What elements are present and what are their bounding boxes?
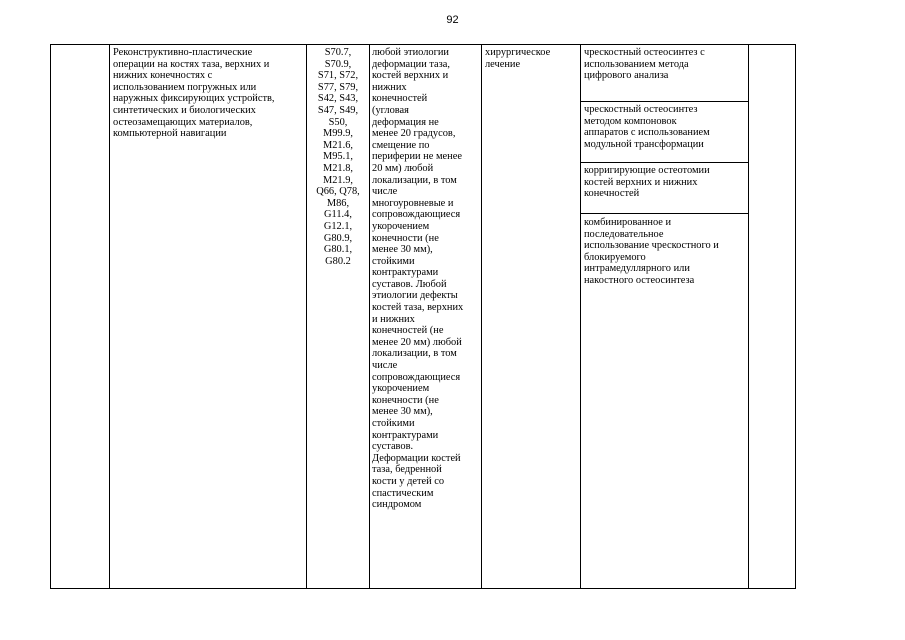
method-1: чрескостный остеосинтез с использованием метода цифрового анализа — [584, 47, 705, 82]
icd-codes: S70.7, S70.9, S71, S72, S77, S79, S42, S43, S47, S49, S50, M99.9, M21.6, M95.1, M21.8, M21.9, Q66, Q78, M86, G11.4, G12.1, G80.9, G80.1, G80.2 — [316, 47, 360, 267]
method-3: корригирующие остеотомии костей верхних и нижних конечностей — [584, 165, 710, 200]
column-divider — [748, 45, 749, 588]
column-divider — [481, 45, 482, 588]
operation-description: Реконструктивно-пластические операции на костях таза, верхних и нижних конечностях с использованием погружных или наружных фиксирующих устройств, синтетических и биологических остеозамещающих материалов, компьютерной навигации — [113, 47, 275, 140]
method-4: комбинированное и последовательное использование чрескостного и блокируемого интрамедуллярного или накостного остеосинтеза — [584, 217, 719, 286]
method-divider — [580, 101, 748, 102]
page-number: 92 — [446, 14, 459, 26]
method-divider — [580, 162, 748, 163]
patient-model: любой этиологии деформации таза, костей верхних и нижних конечностей (угловая деформация не менее 20 градусов, смещение по периферии не менее 20 мм) любой локализации, в том числе многоуровневые и сопровождающиеся укорочением конечности (не менее 30 мм), стойкими контрактурами суставов. Любой этиологии дефекты костей таза, верхних и нижних конечностей (не менее 20 мм) любой локализации, в том числе сопровождающиеся укорочением конечности (не менее 30 мм), стойкими контрактурами суставов. Деформации костей таза, бедренной кости у детей со спастическим синдромом — [372, 47, 464, 511]
method-2: чрескостный остеосинтез методом компоновок аппаратов с использованием модульной трансформации — [584, 104, 710, 150]
treatment-type: хирургическое лечение — [485, 47, 551, 70]
method-divider — [580, 213, 748, 214]
column-divider — [109, 45, 110, 588]
table — [50, 44, 796, 589]
column-divider — [369, 45, 370, 588]
column-divider — [580, 45, 581, 588]
